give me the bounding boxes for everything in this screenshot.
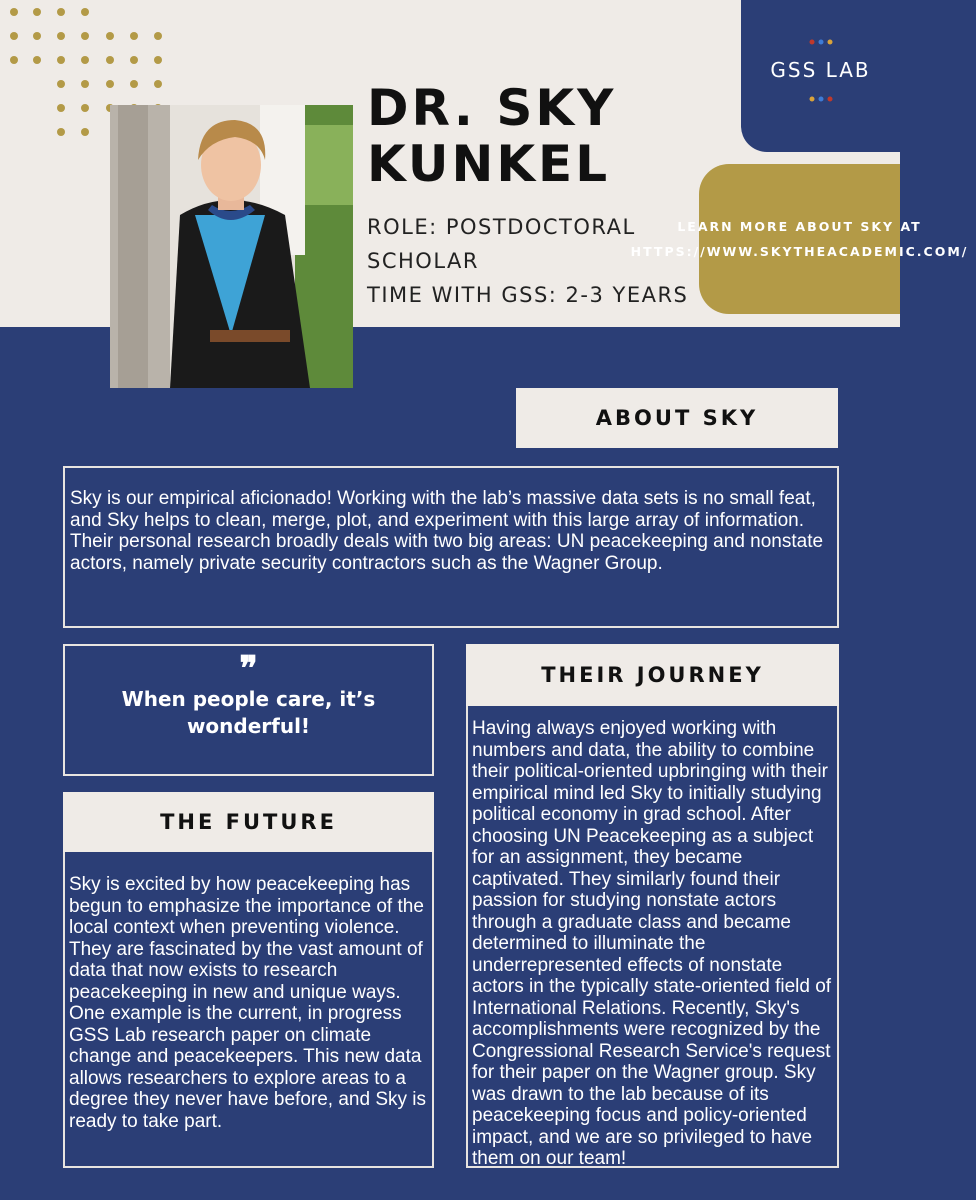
journey-box [466,644,839,1168]
learn-more-badge[interactable] [630,164,969,314]
gss-lab-label: GSS LAB [770,58,871,82]
about-heading: ABOUT SKY [516,388,838,448]
about-body: Sky is our empirical aficionado! Working with the lab’s massive data sets is no small feat, and Sky helps to clean, merge, plot, and experiment with this large array of information. Their personal research broadly deals with two big areas: UN peacekeeping and nonstate actors, namely private security contractors such as the Wagner Group. [70,488,824,574]
role-text: ROLE: POSTDOCTORAL SCHOLAR [367,215,636,273]
future-heading: THE FUTURE [63,792,434,852]
quote-icon: ❞ [239,649,258,689]
gss-lab-badge [741,0,900,152]
learn-more-text: LEARN MORE ABOUT SKY AT HTTPS://WWW.SKYTHEACADEMIC.COM/ [630,219,969,259]
journey-heading: THEIR JOURNEY [466,644,839,706]
about-box [63,466,839,628]
journey-body: Having always enjoyed working with numbers and data, the ability to combine their political-oriented upbringing with their empirical mind led Sky to initially studying political economy in grad school. After choosing UN Peacekeeping as a subject for an assignment, they became captivated. They similarly found their passion for studying nonstate actors through a graduate class and became determined to illuminate the underrepresented effects of nonstate actors in the typically state-oriented field of International Relations. Recently, Sky's accomplishments were recognized by the Congressional Research Service's request for their paper on the Wagner group. Sky was drawn to the lab because of its peacekeeping focus and policy-oriented impact, and we are so privileged to have them on our team! [472,718,832,1169]
tenure-text: TIME WITH GSS: 2-3 YEARS [367,283,689,307]
quote-box [63,644,434,776]
person-name: DR. SKY KUNKEL [367,79,617,193]
quote-text: When people care, it’s wonderful! [121,687,376,738]
future-box [63,792,434,1168]
future-body: Sky is excited by how peacekeeping has begun to emphasize the importance of the local context when preventing violence. They are fascinated by the vast amount of data that now exists to research peacekeeping in new and unique ways. One example is the current, in progress GSS Lab research paper on climate change and peacekeepers. This new data allows researchers to explore areas to a degree they never have before, and Sky is ready to take part. [69,874,427,1132]
portrait-photo [110,105,353,388]
